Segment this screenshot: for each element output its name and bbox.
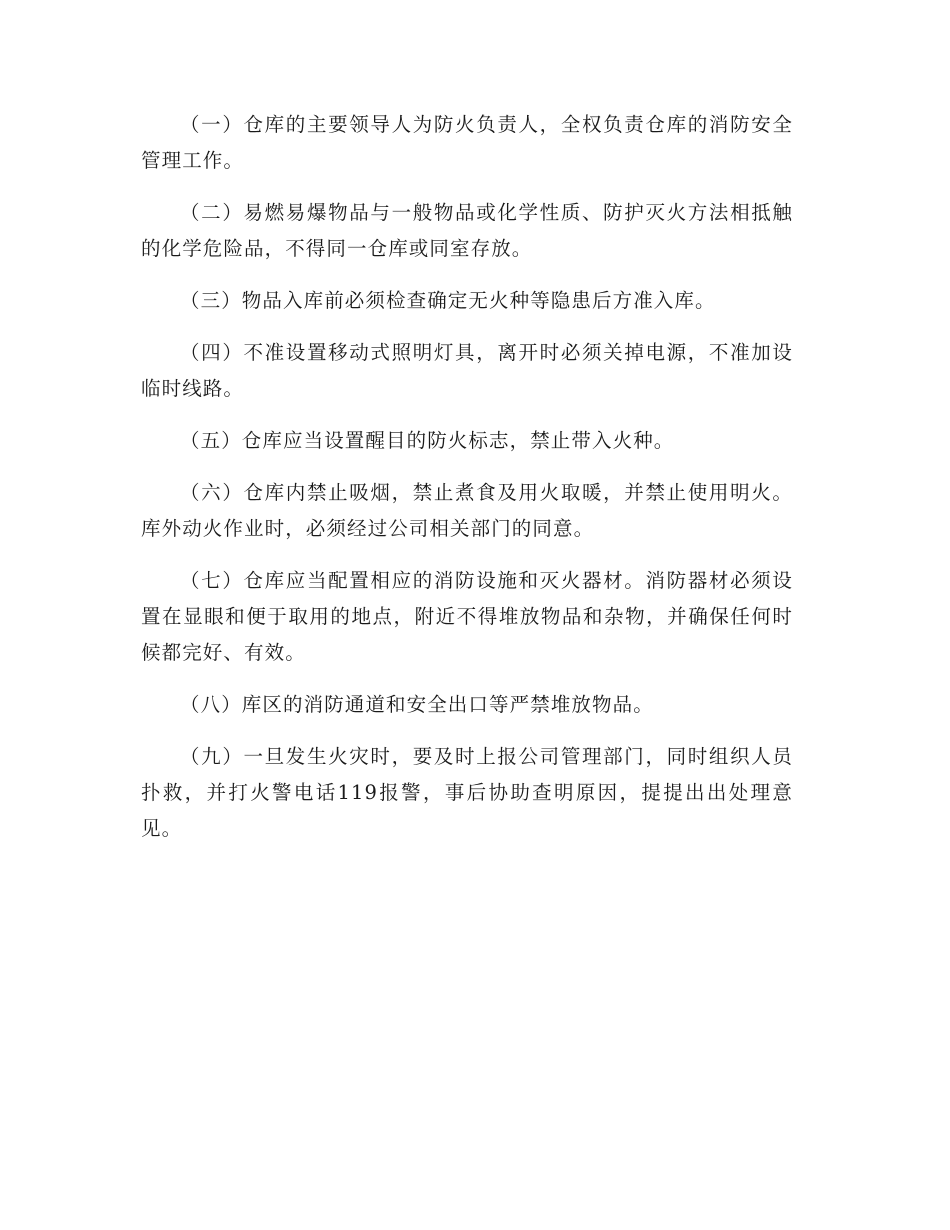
document-body xyxy=(141,107,793,863)
paragraph-2: （二）易燃易爆物品与一般物品或化学性质、防护灭火方法相抵触的化学危险品，不得同一仓库或同室存放。 xyxy=(141,201,793,260)
paragraph-3: （三）物品入库前必须检查确定无火种等隐患后方准入库。 xyxy=(180,289,716,312)
paragraph-8: （八）库区的消防通道和安全出口等严禁堆放物品。 xyxy=(180,693,654,716)
paragraph-1: （一）仓库的主要领导人为防火负责人，全权负责仓库的消防安全管理工作。 xyxy=(141,113,793,172)
paragraph-6: （六）仓库内禁止吸烟，禁止煮食及用火取暖，并禁止使用明火。库外动火作业时，必须经过公司相关部门的同意。 xyxy=(141,481,793,540)
paragraph-9: （九）一旦发生火灾时，要及时上报公司管理部门，同时组织人员扑救，并打火警电话119报警，事后协助查明原因，提提出出处理意见。 xyxy=(141,745,793,840)
paragraph-4: （四）不准设置移动式照明灯具，离开时必须关掉电源，不准加设临时线路。 xyxy=(141,341,793,400)
paragraph-5: （五）仓库应当设置醒目的防火标志，禁止带入火种。 xyxy=(180,429,675,452)
paragraph-7: （七）仓库应当配置相应的消防设施和灭火器材。消防器材必须设置在显眼和便于取用的地点，附近不得堆放物品和杂物，并确保任何时候都完好、有效。 xyxy=(141,569,793,664)
